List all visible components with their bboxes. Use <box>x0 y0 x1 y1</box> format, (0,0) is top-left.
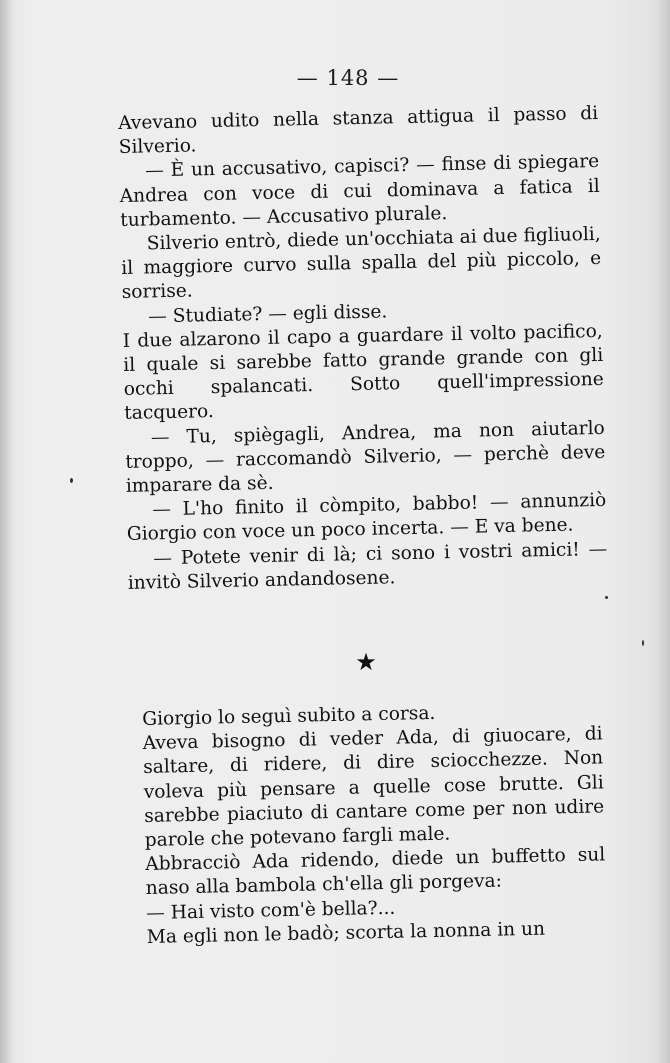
paragraph: Aveva bisogno di veder Ada, di giuocare, di saltare, di ridere, di dire sciocchezze. Non voleva più pensare a quelle cose brutte. Gli sarebbe piaciuto di cantare come per non udire parole che potevano fargli male. <box>142 723 605 851</box>
page-number: — 148 — <box>296 66 400 90</box>
paragraph: Avevano udito nella stanza attigua il passo di Silverio. <box>118 102 599 159</box>
paragraph: Silverio entrò, diede un'occhiata ai due figliuoli, il maggiore curvo sulla spalla del più piccolo, e sorrise. <box>121 223 602 304</box>
print-speck <box>642 640 644 646</box>
paragraph: Giorgio lo seguì subito a corsa. <box>142 702 436 730</box>
text-section-1 <box>118 102 608 596</box>
section-separator-star: ★ <box>355 648 377 676</box>
paragraph: — Hai visto com'è bella?... <box>146 897 396 924</box>
paragraph: — Tu, spiègagli, Andrea, ma non aiutarlo troppo, — raccomandò Silverio, — perchè deve imparare da sè. <box>125 417 606 497</box>
print-speck <box>605 596 608 599</box>
print-speck <box>70 478 73 483</box>
paragraph: I due alzarono il capo a guardare il volto pacifico, il quale si sarebbe fatto grande grande con gli occhi spalancati. Sotto quell'impressione tacquero. <box>122 320 604 425</box>
paragraph: Ma egli non le badò; scorta la nonna in un <box>146 918 546 948</box>
paragraph: — Potete venir di là; ci sono i vostri amici! — invitò Silverio andandosene. <box>127 538 608 594</box>
paragraph: — L'ho finito il còmpito, babbo! — annunziò Giorgio con voce un poco incerta. — E va bene. <box>126 490 607 546</box>
paragraph: Abbracciò Ada ridendo, diede un buffetto sul naso alla bambola ch'ella gli porgeva: <box>145 844 606 900</box>
paragraph: — Studiate? — egli disse. <box>148 301 388 328</box>
text-section-2 <box>142 698 607 950</box>
paragraph: — È un accusativo, capisci? — finse di spiegare Andrea con voce di cui dominava a fatica il turbamento. — Accusativo plurale. <box>119 151 600 231</box>
